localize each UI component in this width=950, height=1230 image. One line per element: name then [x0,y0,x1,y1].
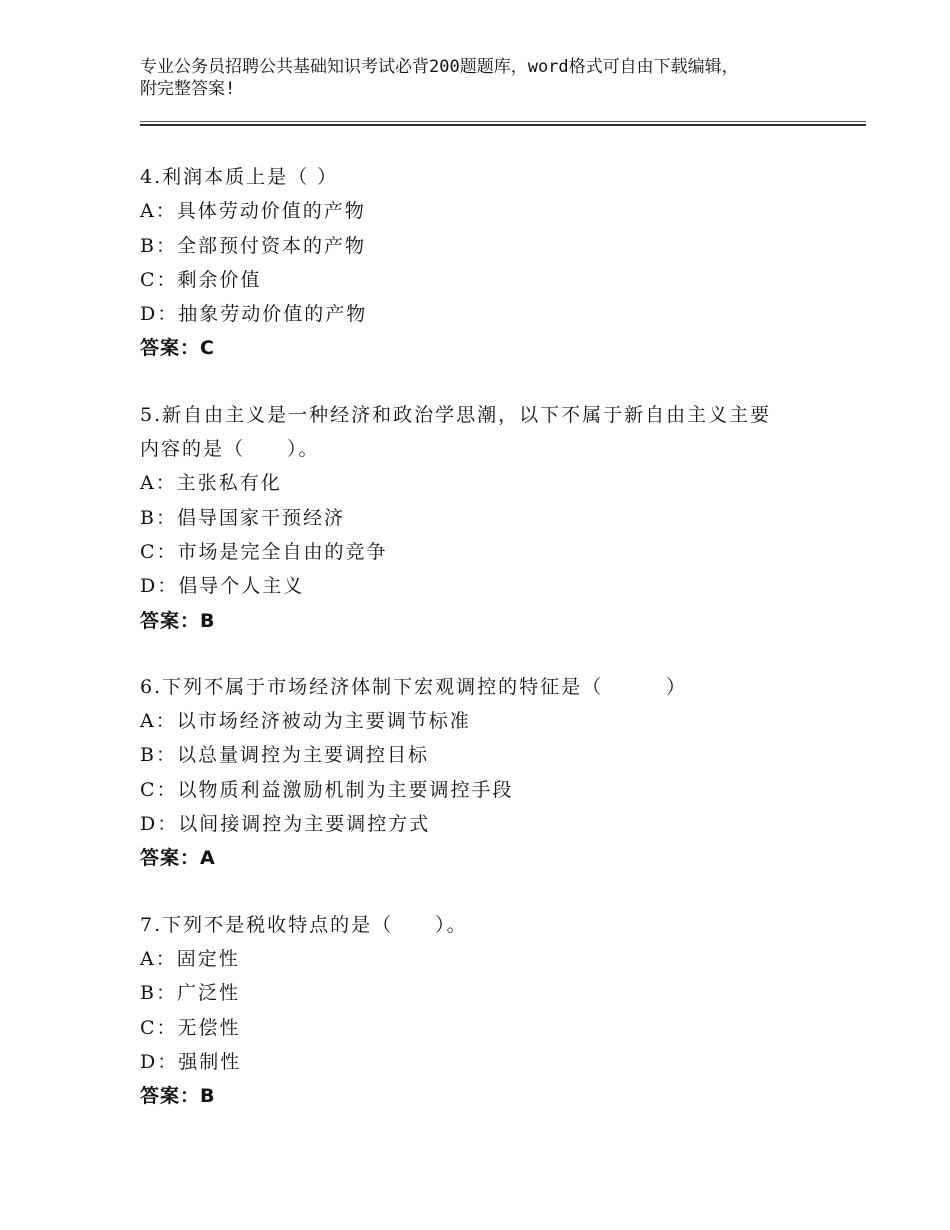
question-item [140,398,860,638]
header-line-2: 附完整答案! [140,79,236,99]
question-item [140,160,860,366]
option-d: D：倡导个人主义 [140,575,305,598]
option-d: D：抽象劳动价值的产物 [140,303,368,326]
question-list [140,160,860,1145]
question-stem: 7.下列不是税收特点的是（ ）。 [140,913,468,936]
answer-label: 答案： [140,847,201,870]
question-item [140,670,860,876]
option-d: D：强制性 [140,1050,242,1073]
question-stem: 4.利润本质上是（ ） [140,166,339,188]
answer-line [140,604,860,638]
option-c: C：无偿性 [140,1016,241,1039]
answer-label: 答案： [140,337,201,360]
question-stem: 5.新自由主义是一种经济和政治学思潮，以下不属于新自由主义主要 [140,403,772,426]
answer-value: C [200,337,215,360]
answer-line [140,1079,860,1113]
document-header [140,56,840,100]
header-divider-bottom [140,124,866,126]
question-stem-continued: 内容的是（ ）。 [140,438,320,461]
answer-value: B [200,609,216,632]
option-c: C：以物质利益激励机制为主要调控手段 [140,778,514,801]
option-c: C：剩余价值 [140,268,262,291]
option-b: B：以总量调控为主要调控目标 [140,744,429,767]
answer-line [140,331,860,365]
option-b: B：倡导国家干预经济 [140,506,345,529]
answer-value: B [200,1085,216,1108]
option-c: C：市场是完全自由的竞争 [140,540,388,563]
option-b: B：全部预付资本的产物 [140,234,366,257]
question-stem: 6.下列不属于市场经济体制下宏观调控的特征是（ ） [140,675,688,698]
option-a: A：具体劳动价值的产物 [140,200,366,223]
header-line-1: 专业公务员招聘公共基础知识考试必背200题题库，word格式可自由下载编辑， [140,57,739,77]
answer-label: 答案： [140,1085,201,1108]
answer-value: A [200,847,216,870]
option-d: D：以间接调控为主要调控方式 [140,813,431,836]
option-b: B：广泛性 [140,982,240,1005]
header-divider-top [140,121,866,122]
option-a: A：以市场经济被动为主要调节标准 [140,710,471,733]
option-a: A：固定性 [140,947,240,970]
answer-label: 答案： [140,609,201,632]
option-a: A：主张私有化 [140,472,282,495]
answer-line [140,841,860,875]
question-item [140,908,860,1114]
